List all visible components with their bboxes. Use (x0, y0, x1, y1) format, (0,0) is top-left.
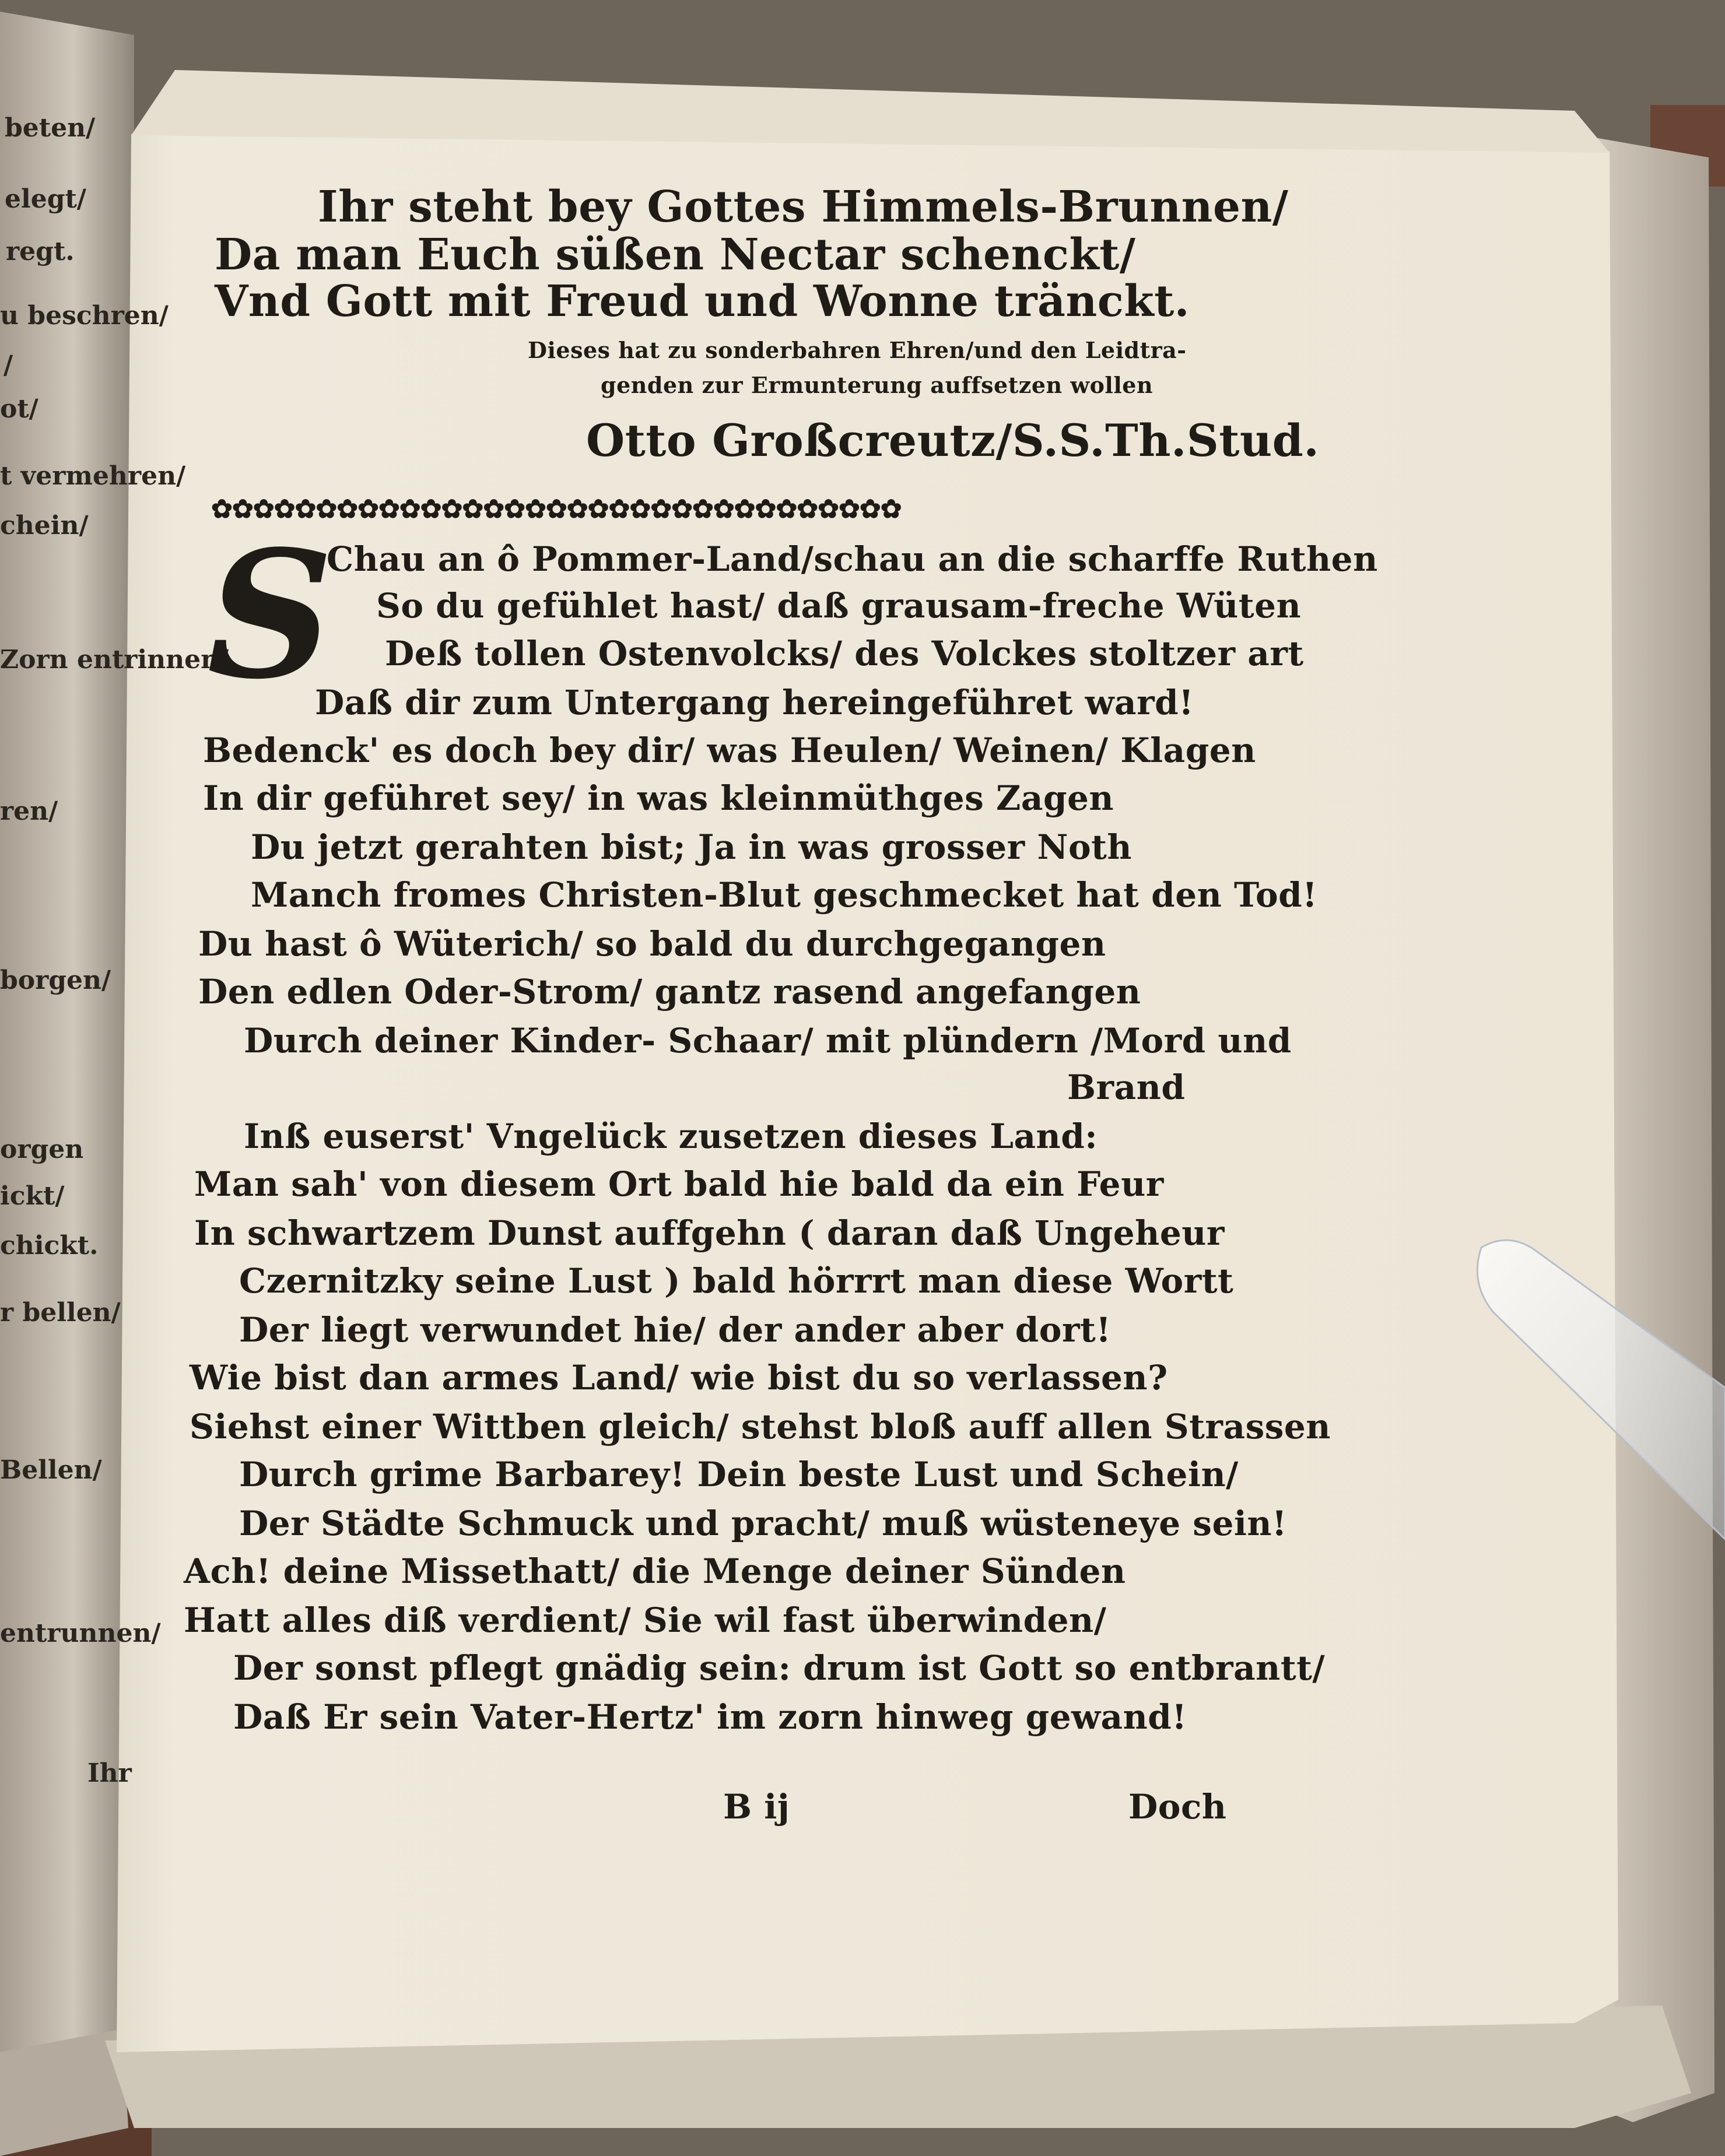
margin-text: r bellen/ (0, 1298, 121, 1328)
drop-cap: S (207, 512, 334, 718)
poem-line: In dir geführet sey/ in was kleinmüthges Zagen (203, 778, 1114, 818)
poem-line: Chau an ô Pommer-Land/schau an die scharffe Ruthen (327, 539, 1378, 579)
author-signature: Otto Großcreutz/S.S.Th.Stud. (586, 415, 1320, 466)
poem-line: Inß euserst' Vngelück zusetzen dieses Land: (244, 1116, 1098, 1156)
closing-verse-line: Da man Euch süßen Nectar schenckt/ (215, 230, 1136, 280)
poem-line: Daß dir zum Untergang hereingeführet ward! (315, 683, 1194, 722)
margin-text: ren/ (0, 796, 58, 826)
poem-line: Czernitzky seine Lust ) bald hörrrt man diese Wortt (239, 1261, 1234, 1301)
margin-text: Zorn entrinnen/ (0, 645, 229, 675)
closing-verse-line: Ihr steht bey Gottes Himmels-Brunnen/ (318, 182, 1289, 232)
margin-text: entrunnen/ (0, 1618, 161, 1648)
poem-line: Daß Er sein Vater-Hertz' im zorn hinweg gewand! (233, 1697, 1187, 1737)
poem-line: Durch deiner Kinder- Schaar/ mit plündern /Mord und (244, 1021, 1292, 1061)
poem-line: Du jetzt gerahten bist; Ja in was grosser Noth (251, 827, 1133, 867)
dedication-line: genden zur Ermunterung auffsetzen wollen (601, 372, 1153, 398)
poem-line: Brand (1067, 1068, 1186, 1107)
margin-text: ot/ (0, 394, 38, 424)
ornament-band: ✿✿✿✿✿✿✿✿✿✿✿✿✿✿✿✿✿✿✿✿✿✿✿✿✿✿✿✿✿✿✿✿✿ (211, 494, 902, 524)
catchword: Doch (1128, 1787, 1227, 1827)
poem-line: Der sonst pflegt gnädig sein: drum ist Gott so entbrantt/ (233, 1648, 1326, 1688)
poem-line: Hatt alles diß verdient/ Sie wil fast überwinden/ (184, 1600, 1107, 1640)
margin-text: Ihr (87, 1758, 132, 1788)
poem-line: Durch grime Barbarey! Dein beste Lust und Schein/ (239, 1455, 1239, 1494)
margin-text: / (3, 350, 13, 380)
poem-line: Der liegt verwundet hie/ der ander aber dort! (239, 1310, 1112, 1350)
margin-text: chickt. (0, 1231, 99, 1260)
poem-line: In schwartzem Dunst auffgehn ( daran daß Ungeheur (194, 1213, 1225, 1253)
margin-text: borgen/ (0, 965, 111, 995)
margin-text: orgen (0, 1135, 84, 1164)
poem-line: Bedenck' es doch bey dir/ was Heulen/ Weinen/ Klagen (203, 731, 1256, 770)
poem-line: Ach! deine Missethatt/ die Menge deiner Sünden (184, 1551, 1126, 1591)
poem-line: Man sah' von diesem Ort bald hie bald da ein Feur (194, 1164, 1164, 1204)
margin-text: regt. (6, 237, 75, 266)
poem-line: Wie bist dan armes Land/ wie bist du so verlassen? (190, 1358, 1168, 1397)
margin-text: beten/ (5, 113, 96, 143)
margin-text: ickt/ (0, 1181, 65, 1211)
margin-text: chein/ (0, 511, 89, 540)
poem-line: Manch fromes Christen-Blut geschmecket hat den Tod! (251, 875, 1318, 915)
dedication-line: Dieses hat zu sonderbahren Ehren/und den Leidtra- (528, 337, 1187, 363)
poem-line: Siehst einer Wittben gleich/ stehst bloß auff allen Strassen (190, 1407, 1331, 1446)
margin-text: Bellen/ (0, 1455, 102, 1485)
poem-line: So du gefühlet hast/ daß grausam-freche Wüten (376, 586, 1302, 626)
margin-text: t vermehren/ (0, 461, 186, 491)
poem-line: Deß tollen Ostenvolcks/ des Volckes stoltzer art (385, 634, 1304, 673)
margin-text: u beschren/ (0, 301, 169, 331)
poem-line: Den edlen Oder-Strom/ gantz rasend angefangen (198, 972, 1141, 1012)
margin-text: elegt/ (5, 184, 86, 214)
signature-mark: B ij (723, 1787, 790, 1827)
poem-line: Du hast ô Wüterich/ so bald du durchgegangen (198, 924, 1106, 964)
poem-line: Der Städte Schmuck und pracht/ muß wüsteneye sein! (239, 1504, 1288, 1543)
closing-verse-line: Vnd Gott mit Freud und Wonne tränckt. (215, 276, 1190, 326)
